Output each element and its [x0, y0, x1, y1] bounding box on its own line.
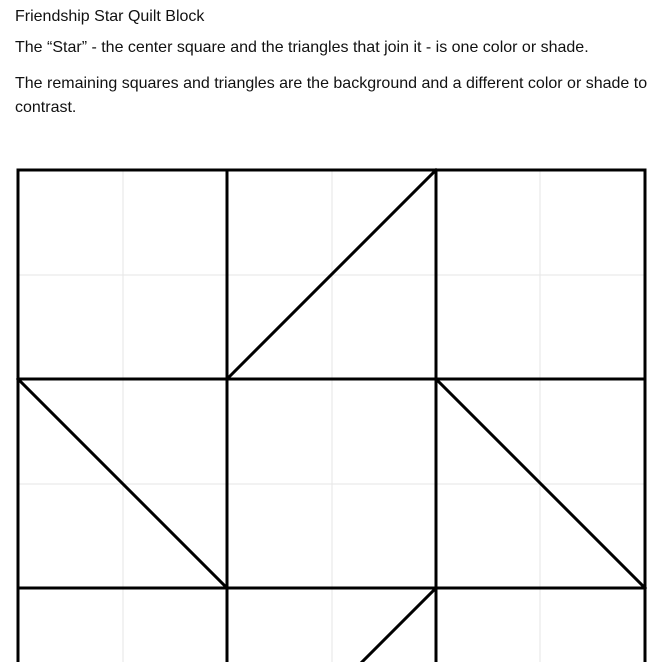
paragraph-star-description: The “Star” - the center square and the triangles that join it - is one color or shade.: [15, 39, 589, 56]
document-title: Friendship Star Quilt Block: [15, 8, 205, 25]
paragraph-background-description: The remaining squares and triangles are the background and a different color or shade to contrast.: [15, 75, 648, 116]
